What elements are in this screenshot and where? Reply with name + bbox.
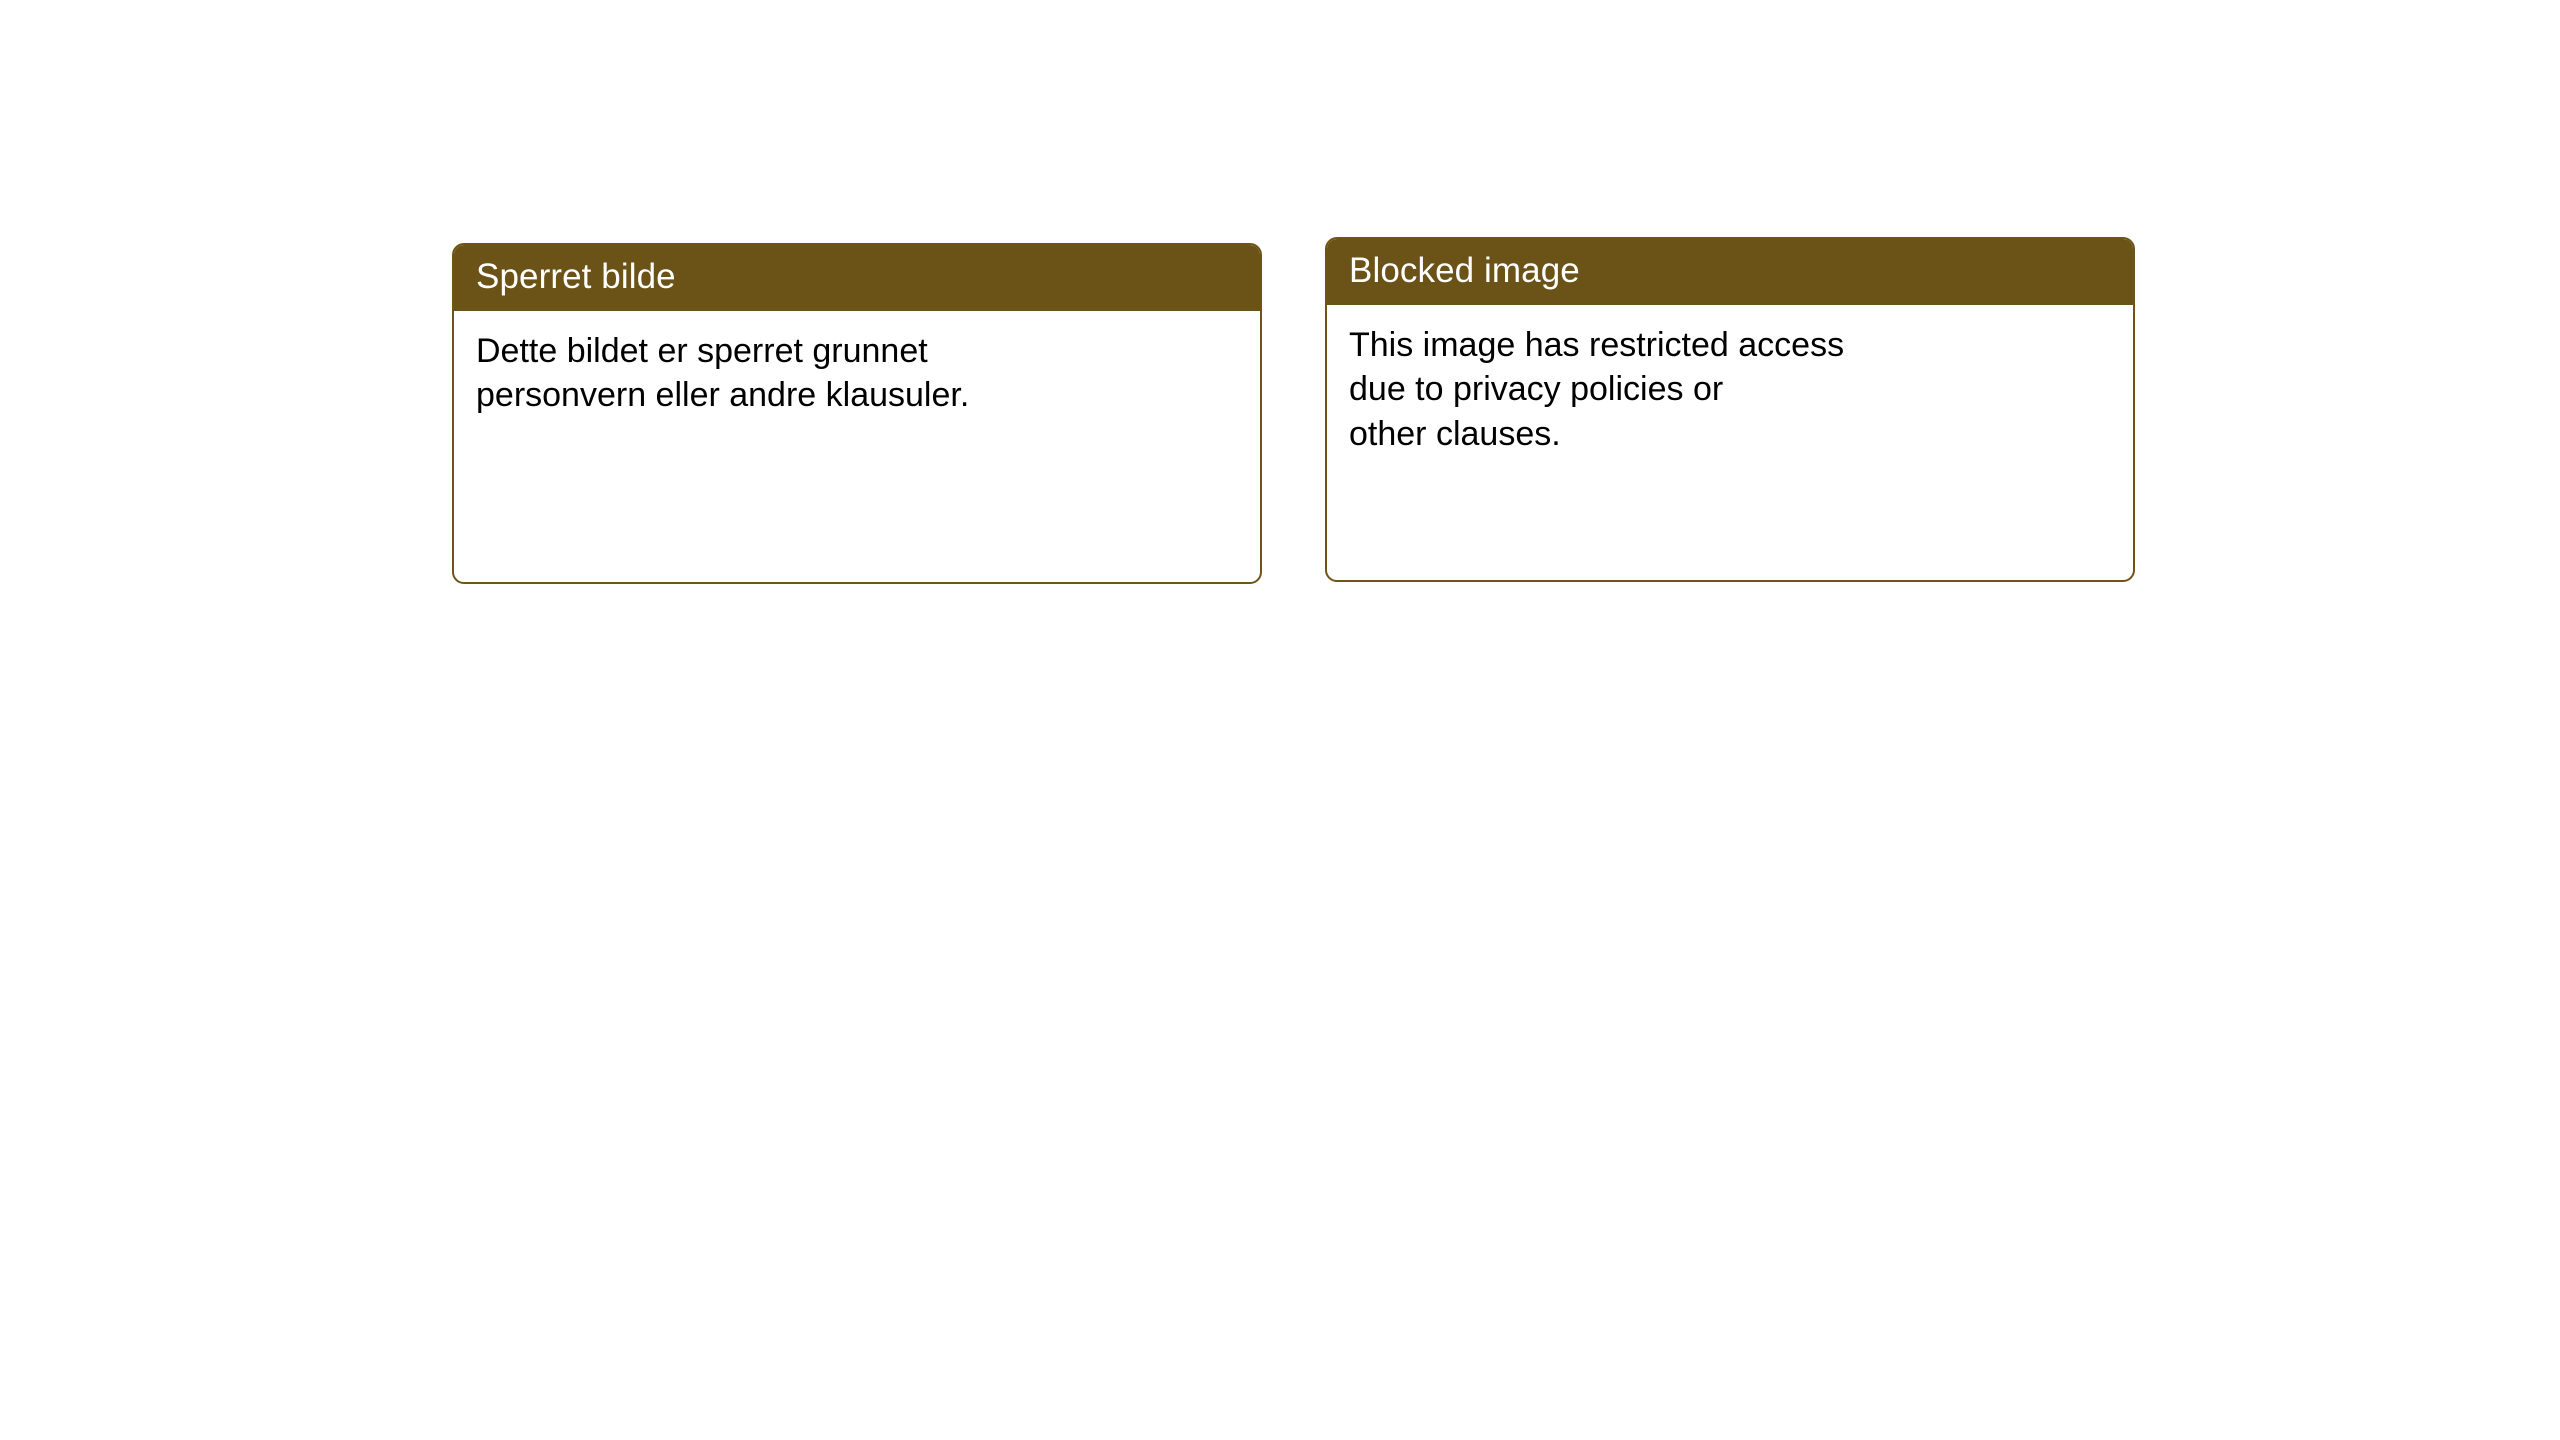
blocked-image-notice-norwegian	[452, 243, 1262, 584]
notice-body-line: other clauses.	[1349, 414, 1561, 453]
blocked-image-notice-english	[1325, 237, 2135, 582]
notice-body-english	[1327, 305, 2133, 478]
notice-body-line: Dette bildet er sperret grunnet	[476, 332, 928, 371]
notice-body-line: due to privacy policies or	[1349, 370, 1724, 409]
notice-title-norwegian: Sperret bilde	[454, 245, 1260, 311]
notice-body-line: personvern eller andre klausuler.	[476, 376, 970, 415]
notice-title-english: Blocked image	[1327, 239, 2133, 305]
notice-body-line: This image has restricted access	[1349, 326, 1845, 365]
notice-body-norwegian	[454, 311, 1260, 439]
